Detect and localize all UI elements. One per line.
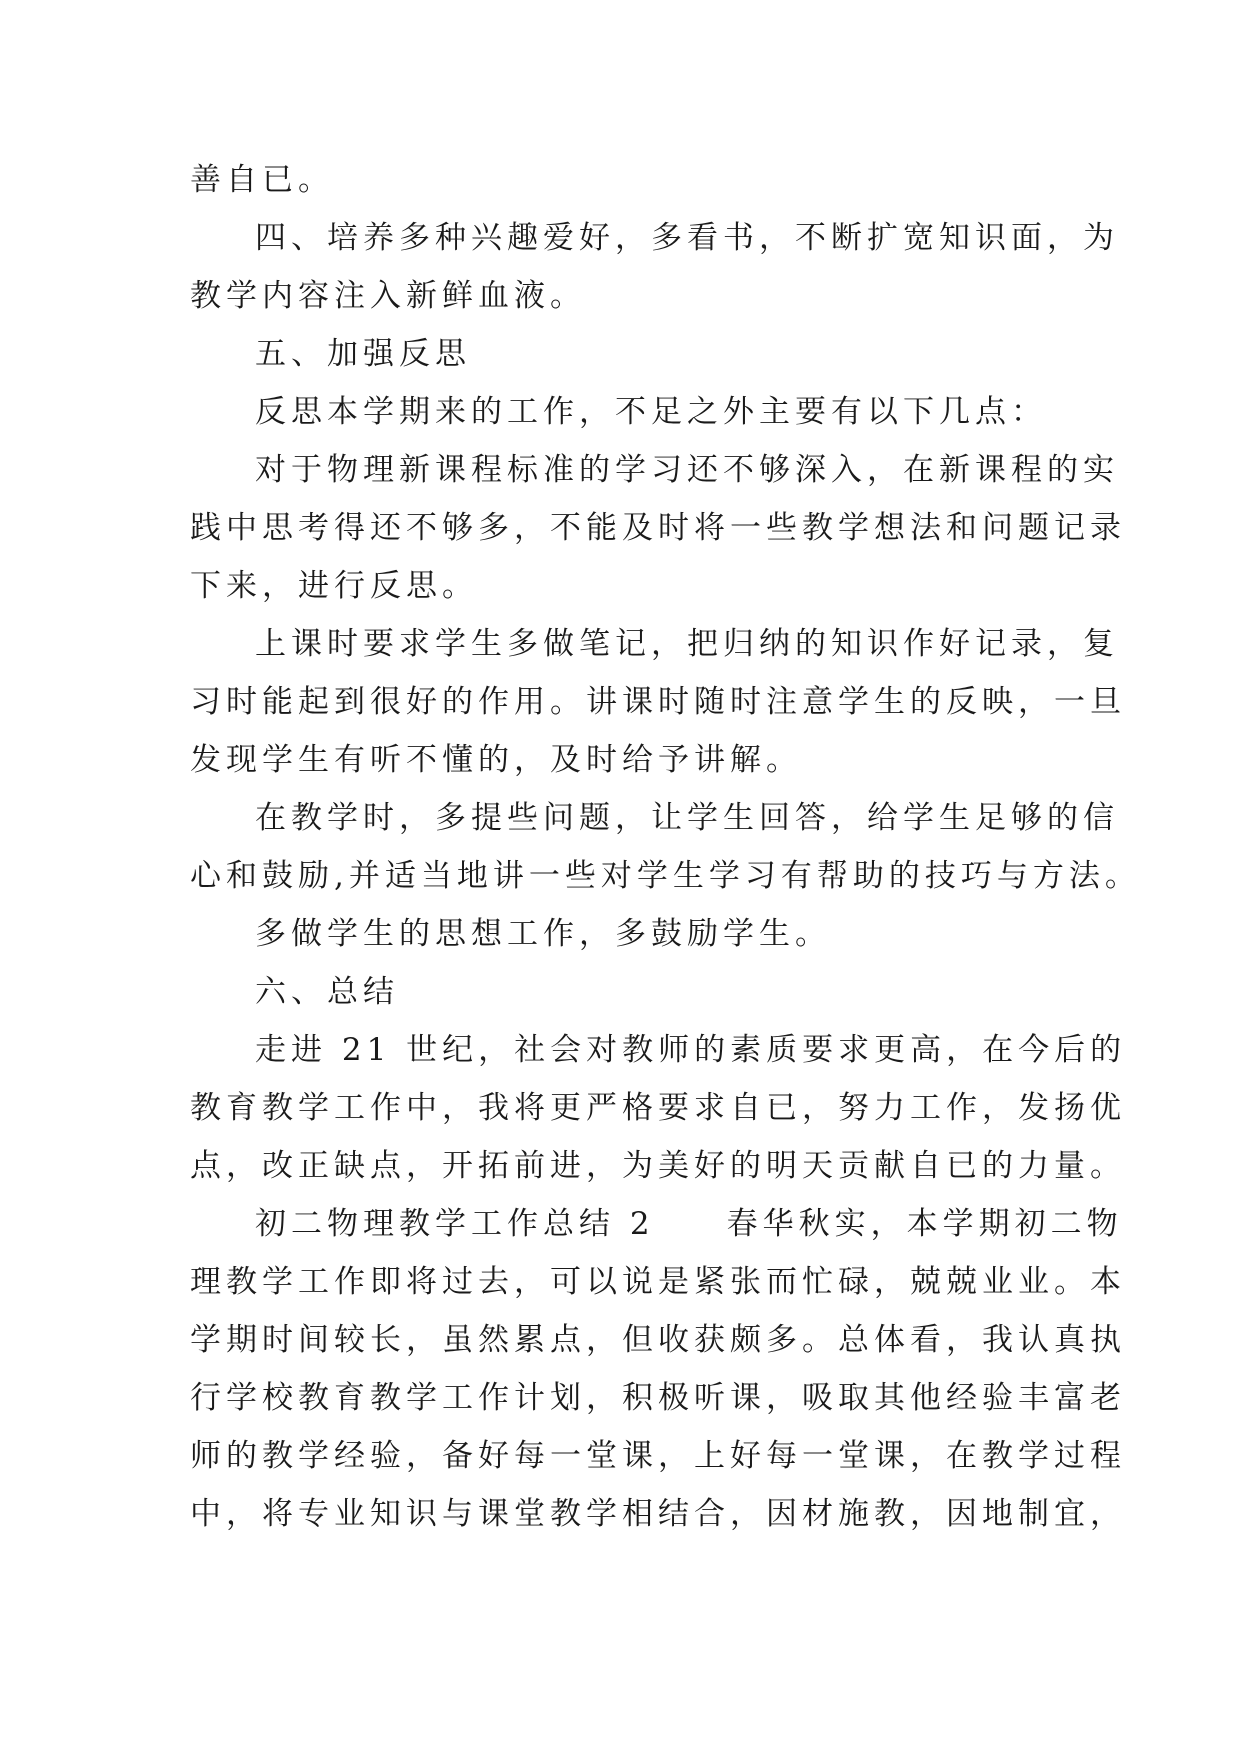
text-line-22: 行学校教育教学工作计划，积极听课，吸取其他经验丰富老 (190, 1380, 1126, 1416)
text-line-10: 习时能起到很好的作用。讲课时随时注意学生的反映，一旦 (190, 684, 1126, 720)
text-line-11: 发现学生有听不懂的，及时给予讲解。 (190, 742, 802, 778)
text-line-21: 学期时间较长，虽然累点，但收获颇多。总体看，我认真执 (190, 1322, 1126, 1358)
text-line-9: 上课时要求学生多做笔记，把归纳的知识作好记录，复 (255, 626, 1119, 662)
text-line-14: 多做学生的思想工作，多鼓励学生。 (255, 916, 831, 952)
text-line-6: 对于物理新课程标准的学习还不够深入，在新课程的实 (255, 452, 1119, 488)
text-line-5: 反思本学期来的工作，不足之外主要有以下几点： (255, 394, 1047, 430)
text-line-12: 在教学时，多提些问题，让学生回答，给学生足够的信 (255, 800, 1119, 836)
text-line-13: 心和鼓励,并适当地讲一些对学生学习有帮助的技巧与方法。 (190, 858, 1141, 894)
text-line-23: 师的教学经验，备好每一堂课，上好每一堂课，在教学过程 (190, 1438, 1126, 1474)
section-heading-6: 六、总结 (255, 974, 399, 1010)
text-line-8: 下来，进行反思。 (190, 568, 478, 604)
text-line-16: 走进 21 世纪，社会对教师的素质要求更高，在今后的 (255, 1032, 1127, 1068)
text-line-17: 教育教学工作中，我将更严格要求自已，努力工作，发扬优 (190, 1090, 1126, 1126)
section-heading-5: 五、加强反思 (255, 336, 471, 372)
text-line-18: 点，改正缺点，开拓前进，为美好的明天贡献自已的力量。 (190, 1148, 1126, 1184)
text-line-2: 四、培养多种兴趣爱好，多看书，不断扩宽知识面，为 (255, 220, 1119, 256)
text-line-20: 理教学工作即将过去，可以说是紧张而忙碌，兢兢业业。本 (190, 1264, 1126, 1300)
text-line-3: 教学内容注入新鲜血液。 (190, 278, 586, 314)
text-line-24: 中，将专业知识与课堂教学相结合，因材施教，因地制宜， (190, 1496, 1126, 1532)
text-line-1: 善自已。 (190, 162, 334, 198)
text-line-19: 初二物理教学工作总结 2 春华秋实，本学期初二物 (255, 1206, 1123, 1242)
text-line-7: 践中思考得还不够多，不能及时将一些教学想法和问题记录 (190, 510, 1126, 546)
